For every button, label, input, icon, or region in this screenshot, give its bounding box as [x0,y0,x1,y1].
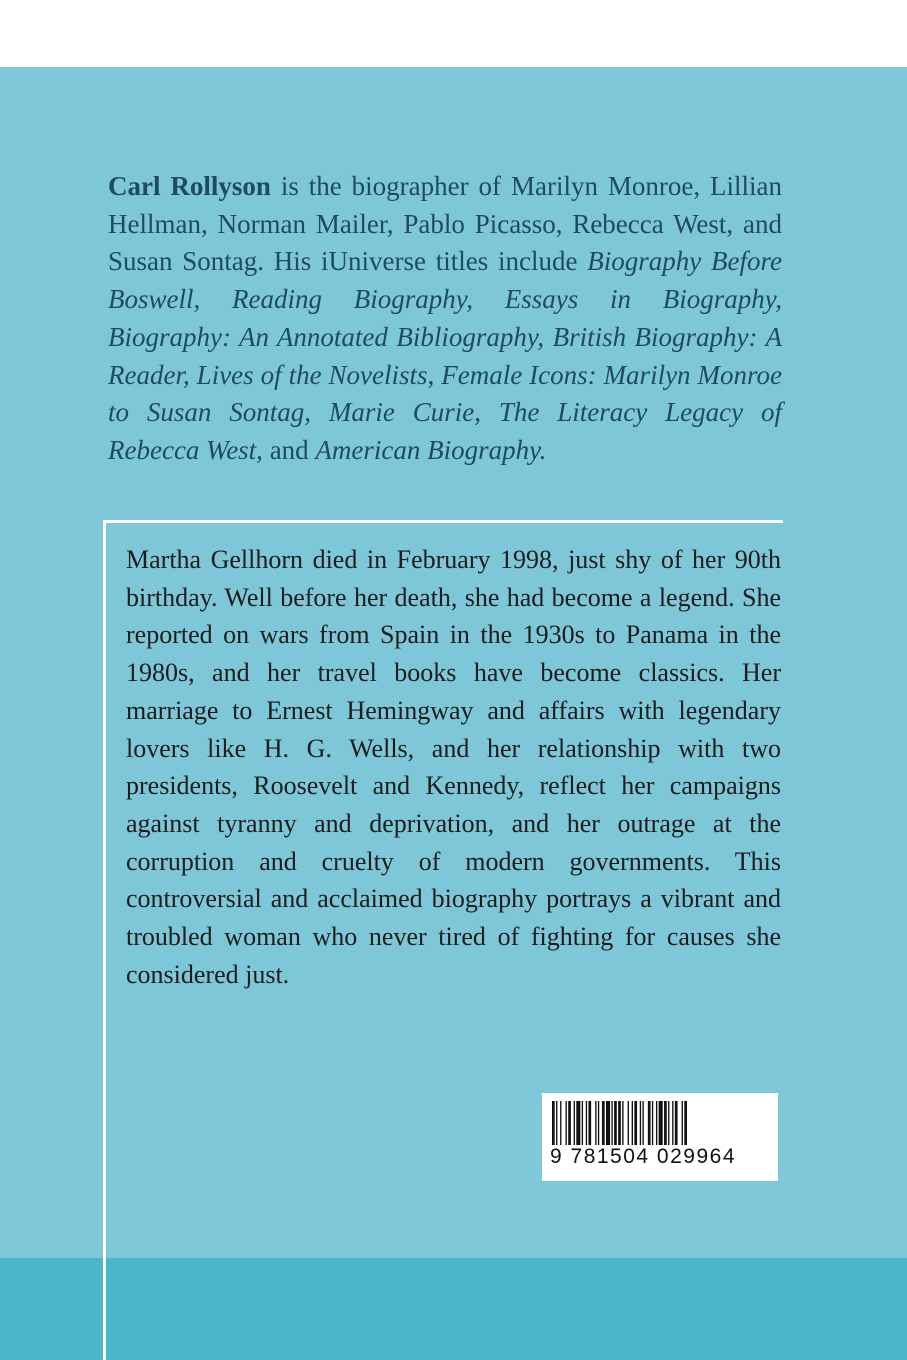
barcode-bar [560,1101,561,1145]
book-blurb: Martha Gellhorn died in February 1998, just shy of her 90th birthday. Well before her death, she had become a legend. She reported on wars from Spain in the 1930s to Panama in the 1980s, and her travel books have become classics. Her marriage to Ernest Hemingway and affairs with legendary lovers like H. G. Wells, and her relationship with two presidents, Roosevelt and Kennedy, reflect her campaigns against tyranny and deprivation, and her outrage at the corruption and cruelty of modern governments. This controversial and acclaimed biography portrays a vibrant and troubled woman who never tired of fighting for causes she considered just. [126,545,781,989]
barcode-bar [672,1101,673,1145]
barcode-bar [598,1101,599,1145]
barcode-bar [614,1101,617,1145]
bio-conjunction: and [262,434,316,465]
barcode-bar [606,1101,610,1145]
barcode-bar [664,1101,667,1145]
author-bio [108,168,782,470]
barcode-bar [652,1101,653,1145]
barcode-bar [675,1101,678,1145]
barcode-bar [659,1101,663,1145]
barcode-bar [642,1101,643,1145]
barcode-bar [568,1101,571,1145]
bio-last-title: American Biography. [315,434,547,465]
barcode-bar [682,1101,683,1145]
barcode-bar [582,1101,583,1145]
barcode-bar [628,1101,629,1145]
barcode-bar [648,1101,651,1145]
author-name: Carl Rollyson [108,171,271,201]
barcode-bar [566,1101,567,1145]
barcode-bar [618,1101,621,1145]
isbn-number: 9 781504 029964 [550,1145,736,1168]
barcode-bar [634,1101,637,1145]
barcode-bar [632,1101,633,1145]
barcode-bar [640,1101,641,1145]
barcode-bar [586,1101,587,1145]
bio-intro: is the biographer of Marilyn Monroe, Lillian Hellman, Norman Mailer, Pablo Picasso, Rebecca West, and Susan Sontag. His iUniverse titles include [108,171,783,277]
bio-titles: Biography Before Boswell, Reading Biography, Essays in Biography, Biography: An Annotated Bibliography, British Biography: A Reader, Lives of the Novelists, Female Icons: Marilyn Monroe to Susan Sontag, Marie Curie, The Literacy Legacy of Rebecca West, [108,246,783,465]
barcode-bar [668,1101,669,1145]
barcode-bar [684,1101,687,1145]
frame-top-line [103,520,783,523]
barcode-bar [574,1101,575,1145]
barcode-bar [556,1101,557,1145]
barcode-bar [622,1101,623,1145]
isbn-barcode [542,1093,778,1181]
barcode-bar [611,1101,612,1145]
barcode-bar [656,1101,657,1145]
barcode-bar [576,1101,580,1145]
barcode-bar [588,1101,591,1145]
barcode-bar [552,1101,555,1145]
barcode-bar [595,1101,596,1145]
bottom-color-band [0,1258,907,1360]
frame-left-line [103,520,106,1360]
barcode-bar [602,1101,605,1145]
